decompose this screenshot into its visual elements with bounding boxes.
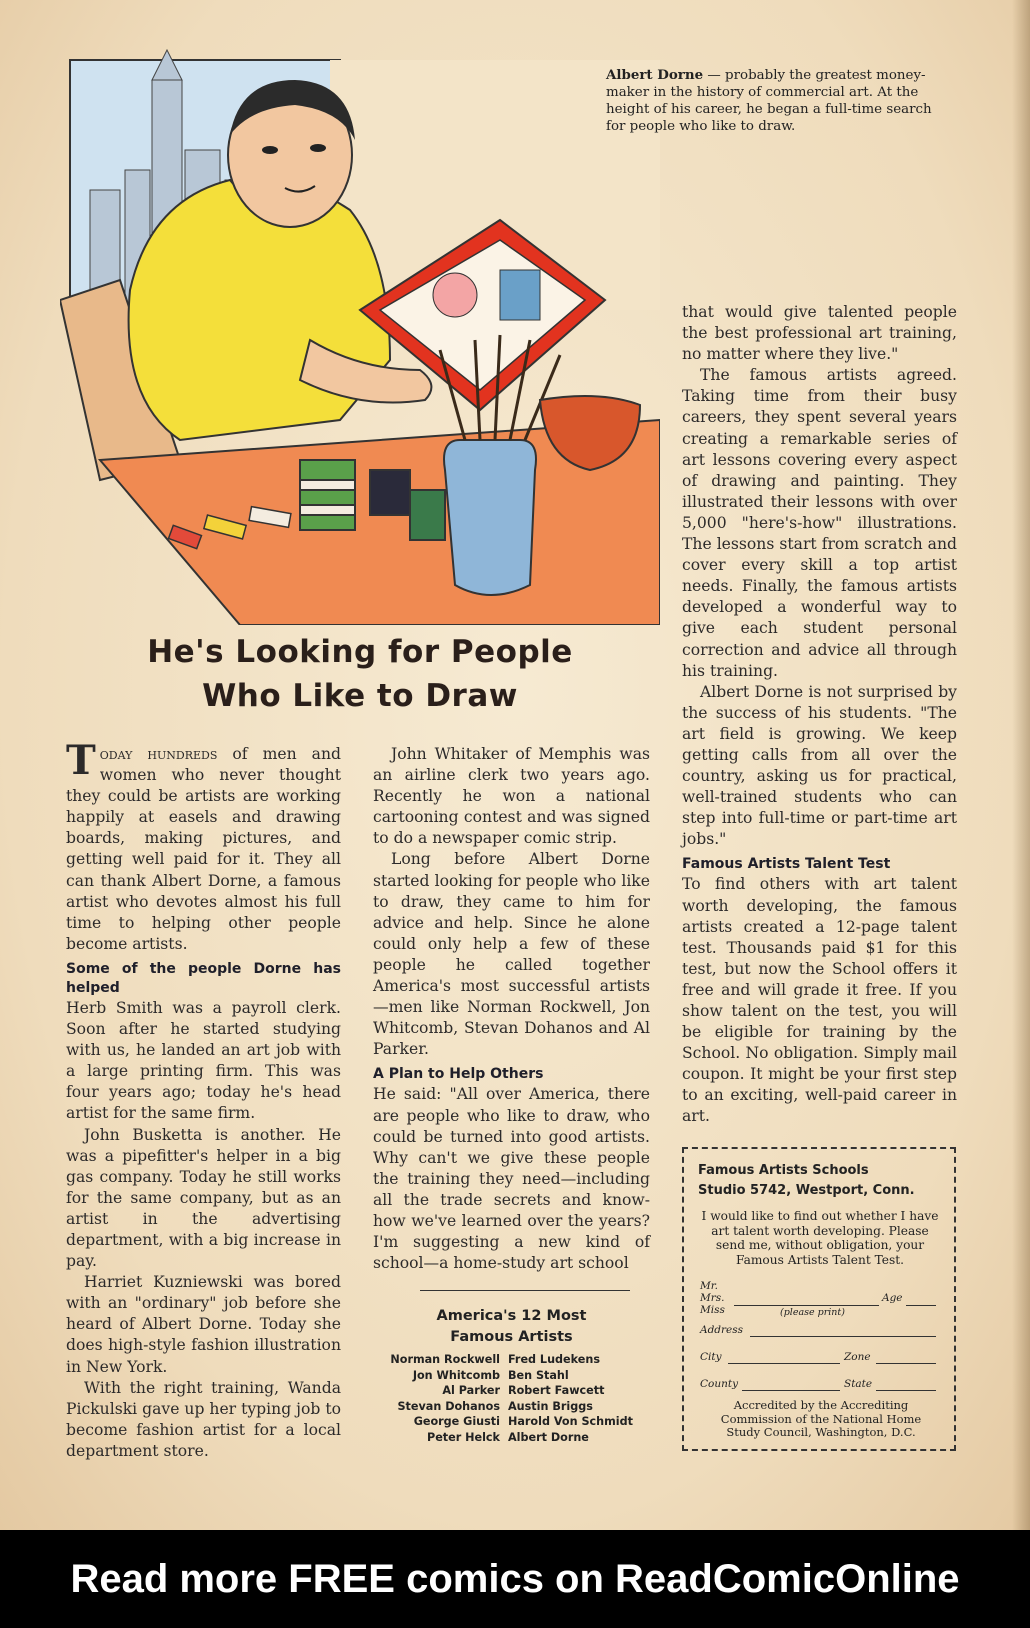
artists-list-title-line-2: Famous Artists (450, 1329, 573, 1345)
artist-name: Norman Rockwell (390, 1353, 500, 1366)
paragraph-long-before: Long before Albert Dorne started looking for people who like to draw, they came to him for advice and help. Since he alone could only help a few of these people he called together America's most successful artists —men like Norman Rockwell, Jon Whitcomb, Stevan Dohanos and Al Parker. (373, 850, 650, 1059)
please-print-note: (please print) (780, 1307, 845, 1318)
headline-line-1: He's Looking for People (147, 634, 573, 670)
paragraph-john-whitaker: John Whitaker of Memphis was an airline clerk two years ago. Recently he won a national cartooning contest and was signed to do a newspaper comic strip. (373, 745, 650, 848)
mrs-label: Mrs. (700, 1292, 725, 1304)
mr-label: Mr. (700, 1280, 718, 1292)
accreditation-note: Accredited by the Accrediting Commission of the National Home Study Council, Washington, D.C. (720, 1398, 922, 1439)
paragraph-wanda-pickulski: With the right training, Wanda Pickulski gave up her typing job to become fashion artist for a local department store. (66, 1378, 341, 1460)
artist-name: Albert Dorne (508, 1431, 589, 1444)
paragraph-artists-agreed: The famous artists agreed. Taking time from their busy careers, they spent several years creating a remarkable series of art lessons covering every aspect of drawing and painting. They illustrated their lessons with over 5,000 "here's-how" illustrations. The lessons start from scratch and cover every skill a top artist needs. Finally, the famous artists developed a wonderful way to give each student personal correction and advice all through his training. (682, 366, 957, 680)
paragraph-harriet-kuzniewski: Harriet Kuzniewski was bored with an "ordinary" job before she heard of Albert Dorne. Today she does high-style fashion illustration in New York. (66, 1273, 341, 1376)
mail-coupon[interactable] (682, 1147, 956, 1451)
page-edge-shadow (1012, 0, 1030, 1530)
coupon-title-line-2: Studio 5742, Westport, Conn. (698, 1183, 915, 1198)
intro-rest: of men and women who never thought they could be artists are working happily at easels and drawing boards, making pictures, and getting well paid for it. They all can thank Albert Dorne, a famous artist who devotes almost his full time to helping other people become artists. (66, 745, 341, 953)
address-field[interactable] (750, 1336, 936, 1337)
divider-rule (420, 1290, 630, 1291)
section-heading-people-helped: Some of the people Dorne has helped (66, 960, 341, 996)
coupon-title-line-1: Famous Artists Schools (698, 1163, 869, 1178)
drop-cap: T (66, 737, 96, 784)
caption-name: Albert Dorne (606, 67, 704, 83)
artist-name: Stevan Dohanos (397, 1399, 500, 1413)
artist-name: George Giusti (413, 1415, 500, 1429)
city-label: City (700, 1351, 722, 1363)
artist-name: Ben Stahl (508, 1368, 569, 1382)
county-label: County (700, 1378, 739, 1390)
illustration-caption (606, 67, 936, 135)
headline-line-2: Who Like to Draw (202, 678, 518, 714)
paragraph-talented-people: that would give talented people the best professional art training, no matter where they live." (682, 303, 957, 364)
city-field[interactable] (728, 1363, 840, 1364)
artist-name: Austin Briggs (508, 1399, 593, 1413)
age-field[interactable] (906, 1305, 936, 1306)
article-column-2 (373, 744, 650, 1274)
age-label: Age (882, 1292, 903, 1304)
artist-name: Robert Fawcett (508, 1384, 605, 1398)
article-column-3 (682, 302, 957, 1128)
artists-list-title (373, 1306, 650, 1348)
state-field[interactable] (876, 1390, 936, 1391)
readcomiconline-banner[interactable]: Read more FREE comics on ReadComicOnline (0, 1530, 1030, 1628)
zone-label: Zone (844, 1351, 871, 1363)
artist-name: Harold Von Schmidt (508, 1415, 633, 1429)
caption-text: — probably the greatest money-maker in the history of commercial art. At the height of his career, he began a full-time search for people who like to draw. (606, 68, 932, 134)
paragraph-not-surprised: Albert Dorne is not surprised by the success of his students. "The art field is growing. We keep getting calls from all over the country, asking us for practical, well-trained students who can step into full-time or part-time art jobs." (682, 682, 957, 849)
paragraph-herb-smith: Herb Smith was a payroll clerk. Soon after he started studying with us, he landed an art job with a large printing firm. This was four years ago; today he's head artist for the same firm. (66, 998, 341, 1123)
paragraph-john-busketta: John Busketta is another. He was a pipefitter's helper in a big gas company. Today he still works for the same company, but as an artist in the advertising department, with a big increase in pay. (66, 1125, 341, 1271)
zone-field[interactable] (876, 1363, 936, 1364)
lead-smallcaps: oday hundreds (99, 745, 218, 763)
artist-name: Fred Ludekens (508, 1353, 600, 1366)
paragraph-talent-test: To find others with art talent worth developing, the famous artists created a 12-page talent test. Thousands paid $1 for this test, but now the School offers it free and will grade it free. If you show talent on the test, you will be eligible for training by the School. No obligation. Simply mail coupon. It might be your first step to an exciting, well-paid career in art. (682, 875, 957, 1126)
headline (60, 630, 660, 718)
coupon-body: I would like to find out whether I have art talent worth developing. Please send me, without obligation, your Famous Artists Talent Test. (701, 1209, 939, 1267)
section-heading-talent-test: Famous Artists Talent Test (682, 856, 891, 873)
miss-label: Miss (700, 1304, 725, 1316)
artist-name: Al Parker (442, 1384, 500, 1398)
intro-paragraph (66, 737, 341, 955)
section-heading-plan: A Plan to Help Others (373, 1066, 544, 1083)
address-label: Address (700, 1324, 744, 1336)
article-column-1 (66, 737, 341, 1462)
paragraph-he-said: He said: "All over America, there are people who like to draw, who could be turned into good artists. Why can't we give these people the training they need—including all the trade secrets and know-how we've learned over the years? I'm suggesting a new kind of school—a home-study art school (373, 1085, 650, 1273)
artist-name: Jon Whitcomb (412, 1368, 500, 1382)
artists-list-title-line-1: America's 12 Most (436, 1308, 587, 1324)
coupon-title (698, 1161, 954, 1201)
state-label: State (844, 1378, 873, 1390)
county-field[interactable] (742, 1390, 840, 1391)
brush-jar (444, 440, 536, 595)
artist-name: Peter Helck (427, 1431, 500, 1444)
albert-dorne-illustration (60, 40, 660, 625)
